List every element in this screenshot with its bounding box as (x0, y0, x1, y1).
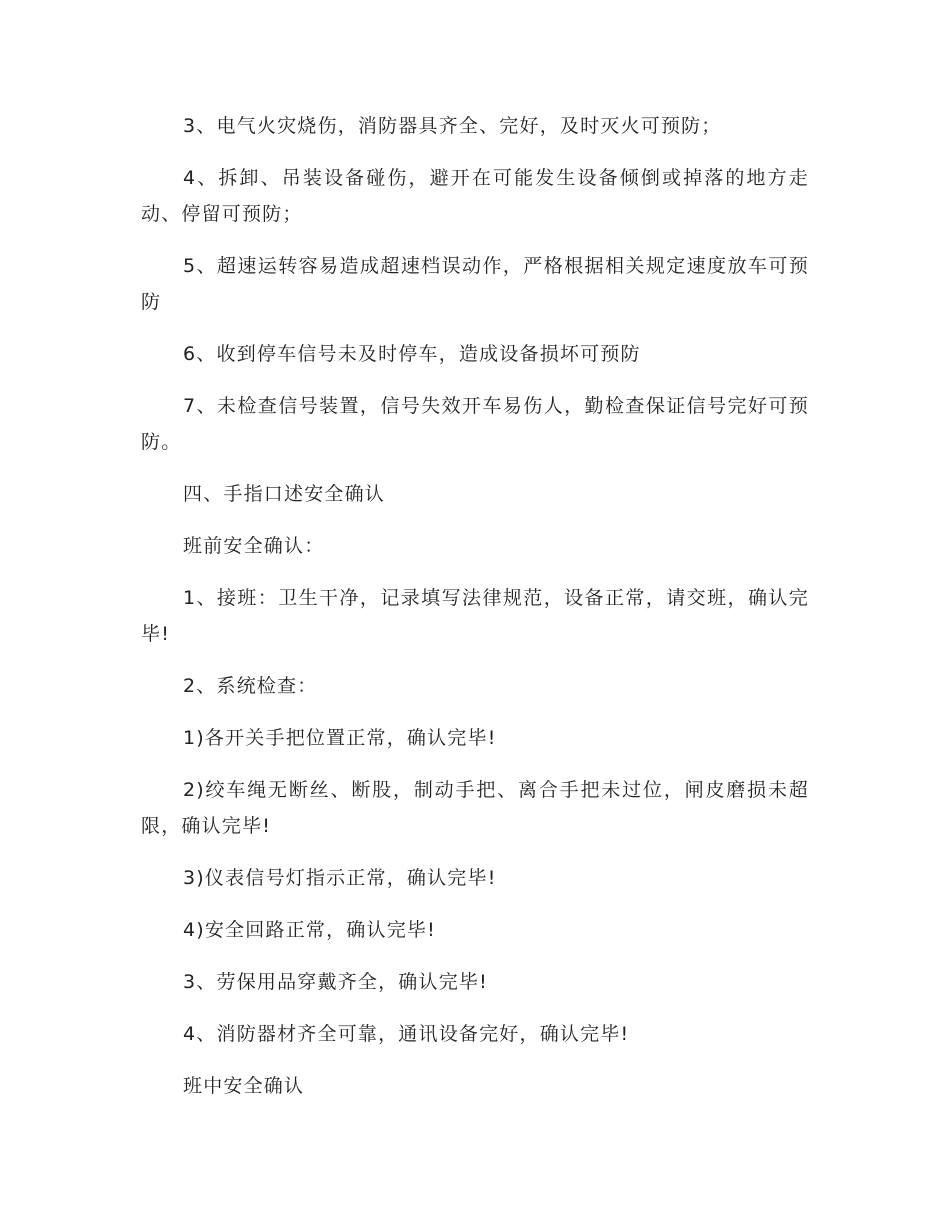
paragraph-check-switches: 1)各开关手把位置正常，确认完毕! (183, 727, 497, 749)
paragraph-fire-comm: 4、消防器材齐全可靠，通讯设备完好，确认完毕! (183, 1023, 630, 1045)
paragraph-check-signals: 3)仪表信号灯指示正常，确认完毕! (183, 867, 497, 889)
paragraph-check-rope-brake: 2)绞车绳无断丝、断股，制动手把、离合手把未过位，闸皮磨损未超限，确认完毕! (141, 779, 809, 837)
paragraph-ppe: 3、劳保用品穿戴齐全，确认完毕! (183, 971, 488, 993)
paragraph-check-safety-loop: 4)安全回路正常，确认完毕! (183, 919, 436, 941)
paragraph-hazard-5: 5、超速运转容易造成超速档误动作，严格根据相关规定速度放车可预防 (141, 255, 809, 313)
subheading-mid-shift: 班中安全确认 (183, 1075, 305, 1097)
paragraph-hazard-6: 6、收到停车信号未及时停车，造成设备损坏可预防 (183, 343, 641, 365)
paragraph-handover: 1、接班：卫生干净，记录填写法律规范，设备正常，请交班，确认完毕! (141, 587, 809, 645)
section-heading-4: 四、手指口述安全确认 (183, 483, 386, 505)
paragraph-system-check: 2、系统检查： (183, 675, 318, 697)
paragraph-hazard-4: 4、拆卸、吊装设备碰伤，避开在可能发生设备倾倒或掉落的地方走动、停留可预防； (141, 167, 809, 225)
paragraph-hazard-7: 7、未检查信号装置，信号失效开车易伤人，勤检查保证信号完好可预防。 (141, 395, 809, 453)
paragraph-hazard-3: 3、电气火灾烧伤，消防器具齐全、完好，及时灭火可预防； (183, 115, 722, 137)
document-body (141, 108, 809, 1120)
subheading-pre-shift: 班前安全确认： (183, 535, 325, 557)
